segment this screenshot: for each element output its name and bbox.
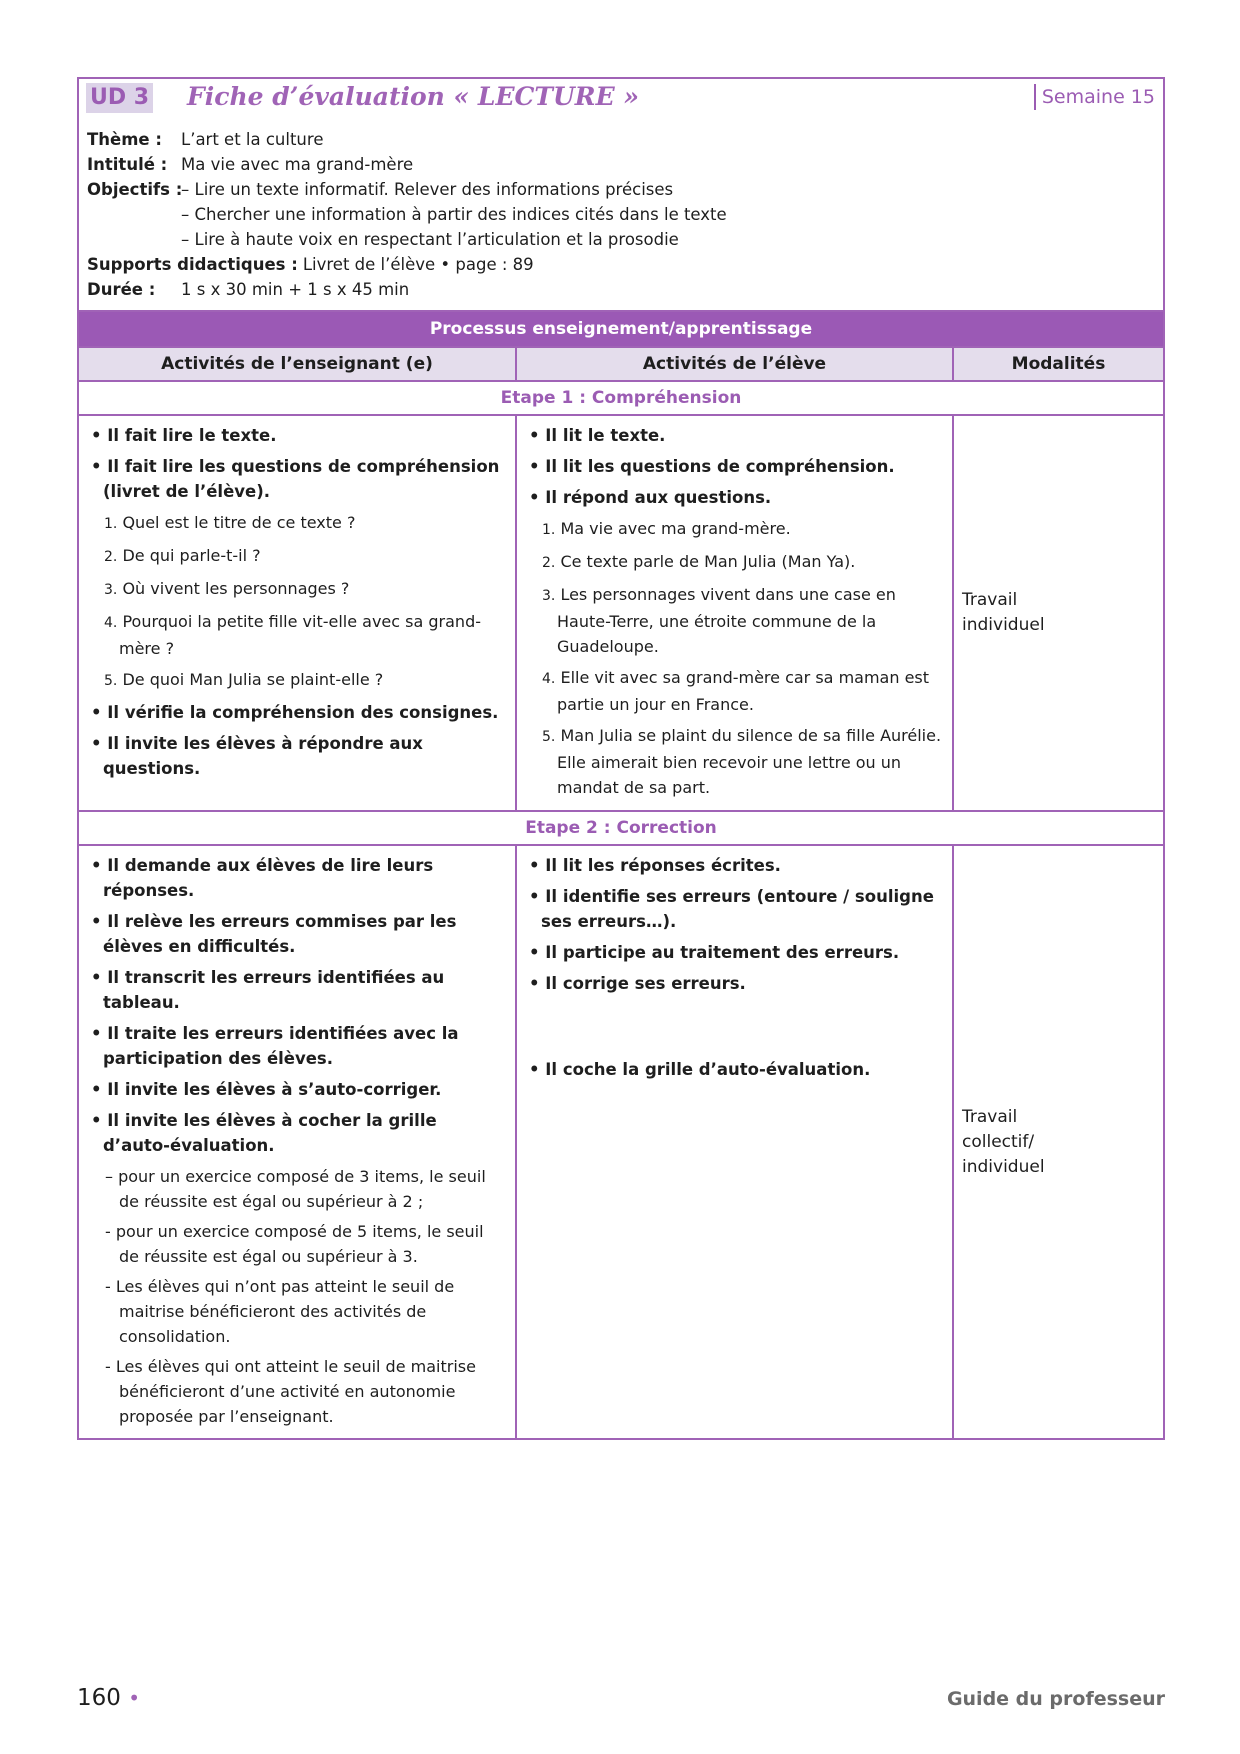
question-text: De quoi Man Julia se plaint-elle ? <box>122 670 384 689</box>
teacher-question <box>87 510 507 537</box>
answer-text: Ma vie avec ma grand-mère. <box>560 519 791 538</box>
question-text: De qui parle-t-il ? <box>122 546 261 565</box>
student-answer <box>525 582 944 659</box>
process-title: Processus enseignement/apprentissage <box>79 310 1163 346</box>
sheet-title: Fiche d’évaluation « LECTURE » <box>187 82 639 111</box>
etape-1-modalite <box>953 415 1163 811</box>
objectif-item: – Lire un texte informatif. Relever des informations précises <box>181 180 674 199</box>
answer-number: 1. <box>542 522 556 538</box>
teacher-bullet: • Il traite les erreurs identifiées avec la participation des élèves. <box>91 1024 459 1068</box>
teacher-bullet: • Il demande aux élèves de lire leurs réponses. <box>91 856 434 900</box>
student-answer <box>525 516 944 543</box>
etape-2-content <box>79 845 1163 1438</box>
teacher-bullet: • Il fait lire les questions de compréhension (livret de l’élève). <box>91 457 500 501</box>
answer-text: Les personnages vivent dans une case en Haute-Terre, une étroite commune de la Guadeloupe. <box>557 585 896 656</box>
spacer <box>525 1002 944 1054</box>
student-answer <box>525 723 944 800</box>
objectif-item: – Lire à haute voix en respectant l’articulation et la prosodie <box>181 230 679 249</box>
teacher-question <box>87 667 507 694</box>
question-text: Quel est le titre de ce texte ? <box>122 513 356 532</box>
question-number: 5. <box>104 673 118 689</box>
answer-number: 2. <box>542 555 556 571</box>
objectifs-label: Objectifs : <box>87 180 183 199</box>
unit-badge: UD 3 <box>86 83 153 113</box>
col-student-header: Activités de l’élève <box>516 347 953 381</box>
modalite-line: Travail <box>962 1106 1018 1127</box>
etape-1-teacher-cell <box>79 415 516 811</box>
teacher-detail: - Les élèves qui n’ont pas atteint le seuil de maitrise bénéficieront des activités de consolidation. <box>105 1277 455 1346</box>
teacher-bullet: • Il transcrit les erreurs identifiées au tableau. <box>91 968 445 1012</box>
col-teacher-header: Activités de l’enseignant (e) <box>79 347 516 381</box>
modalite-line: individuel <box>962 615 1045 635</box>
student-bullet: • Il coche la grille d’auto-évaluation. <box>529 1060 871 1079</box>
theme-label: Thème : <box>87 130 162 149</box>
student-bullet: • Il lit les questions de compréhension. <box>529 457 895 476</box>
supports-value: Livret de l’élève • page : 89 <box>302 255 534 274</box>
student-bullet: • Il participe au traitement des erreurs. <box>529 943 900 962</box>
teacher-question <box>87 576 507 603</box>
teacher-question <box>87 609 507 661</box>
modalite-line: individuel <box>962 1156 1045 1177</box>
etape-2-title: Etape 2 : Correction <box>79 811 1163 845</box>
intitule-label: Intitulé : <box>87 155 168 174</box>
duree-label: Durée : <box>87 280 156 299</box>
evaluation-sheet <box>77 77 1165 1440</box>
question-number: 2. <box>104 549 118 565</box>
teacher-bullet: • Il invite les élèves à cocher la grille d’auto-évaluation. <box>91 1111 437 1155</box>
supports-row <box>87 252 1155 277</box>
intitule-row <box>87 152 1155 177</box>
teacher-question <box>87 543 507 570</box>
etape-2-row <box>79 811 1163 845</box>
question-number: 4. <box>104 615 118 631</box>
theme-row <box>87 127 1155 152</box>
objectif-item: – Chercher une information à partir des indices cités dans le texte <box>181 205 727 224</box>
student-bullet: • Il lit les réponses écrites. <box>529 856 781 875</box>
footer-dot: • <box>128 1686 141 1710</box>
teacher-bullet: • Il vérifie la compréhension des consignes. <box>91 703 499 722</box>
student-bullet: • Il lit le texte. <box>529 426 666 445</box>
answer-number: 5. <box>542 729 556 745</box>
page-number: 160 <box>77 1685 121 1711</box>
answer-text-continued: Elle aimerait bien recevoir une lettre ou un mandat de sa part. <box>557 753 902 797</box>
teacher-detail: – pour un exercice composé de 3 items, le seuil de réussite est égal ou supérieur à 2 ; <box>105 1167 486 1211</box>
answer-text: Man Julia se plaint du silence de sa fille Aurélie. <box>560 726 942 745</box>
student-bullet: • Il corrige ses erreurs. <box>529 974 746 993</box>
teacher-detail: - Les élèves qui ont atteint le seuil de maitrise bénéficieront d’une activité en autonomie proposée par l’enseignant. <box>105 1357 476 1426</box>
question-text: Pourquoi la petite fille vit-elle avec sa grand-mère ? <box>119 612 481 658</box>
answer-text: Elle vit avec sa grand-mère car sa maman est partie un jour en France. <box>557 668 930 714</box>
etape-2-teacher-cell <box>79 845 516 1438</box>
supports-label: Supports didactiques : <box>87 255 298 274</box>
sheet-header <box>79 79 1163 121</box>
activities-table <box>79 346 1163 1438</box>
answer-number: 4. <box>542 671 556 687</box>
teacher-bullet: • Il fait lire le texte. <box>91 426 277 445</box>
duree-row <box>87 277 1155 302</box>
sheet-info <box>79 121 1163 310</box>
column-headers <box>79 347 1163 381</box>
theme-value: L’art et la culture <box>181 130 324 149</box>
modalite-line: collectif/ <box>962 1131 1035 1152</box>
answer-text: Ce texte parle de Man Julia (Man Ya). <box>560 552 856 571</box>
etape-2-student-cell <box>516 845 953 1438</box>
teacher-bullet: • Il invite les élèves à s’auto-corriger. <box>91 1080 442 1099</box>
guide-label: Guide du professeur <box>946 1688 1165 1710</box>
objectifs-row <box>87 177 1155 202</box>
page-number-footer <box>77 1683 140 1713</box>
col-modalites-header: Modalités <box>953 347 1163 381</box>
question-text: Où vivent les personnages ? <box>122 579 350 598</box>
etape-1-content <box>79 415 1163 811</box>
student-bullet: • Il répond aux questions. <box>529 488 772 507</box>
teacher-detail: - pour un exercice composé de 5 items, le seuil de réussite est égal ou supérieur à 3. <box>105 1222 484 1266</box>
etape-1-row <box>79 381 1163 415</box>
student-answer <box>525 549 944 576</box>
modalite-line: Travail <box>962 590 1018 610</box>
answer-number: 3. <box>542 588 556 604</box>
etape-1-student-cell <box>516 415 953 811</box>
teacher-bullet: • Il relève les erreurs commises par les élèves en difficultés. <box>91 912 457 956</box>
student-bullet: • Il identifie ses erreurs (entoure / souligne ses erreurs…). <box>529 887 934 931</box>
student-answer <box>525 665 944 717</box>
week-label: Semaine 15 <box>1034 84 1155 110</box>
duree-value: 1 s x 30 min + 1 s x 45 min <box>181 280 410 299</box>
intitule-value: Ma vie avec ma grand-mère <box>181 155 414 174</box>
teacher-bullet: • Il invite les élèves à répondre aux questions. <box>91 734 423 778</box>
question-number: 3. <box>104 582 118 598</box>
question-number: 1. <box>104 516 118 532</box>
etape-1-title: Etape 1 : Compréhension <box>79 381 1163 415</box>
etape-2-modalite <box>953 845 1163 1438</box>
